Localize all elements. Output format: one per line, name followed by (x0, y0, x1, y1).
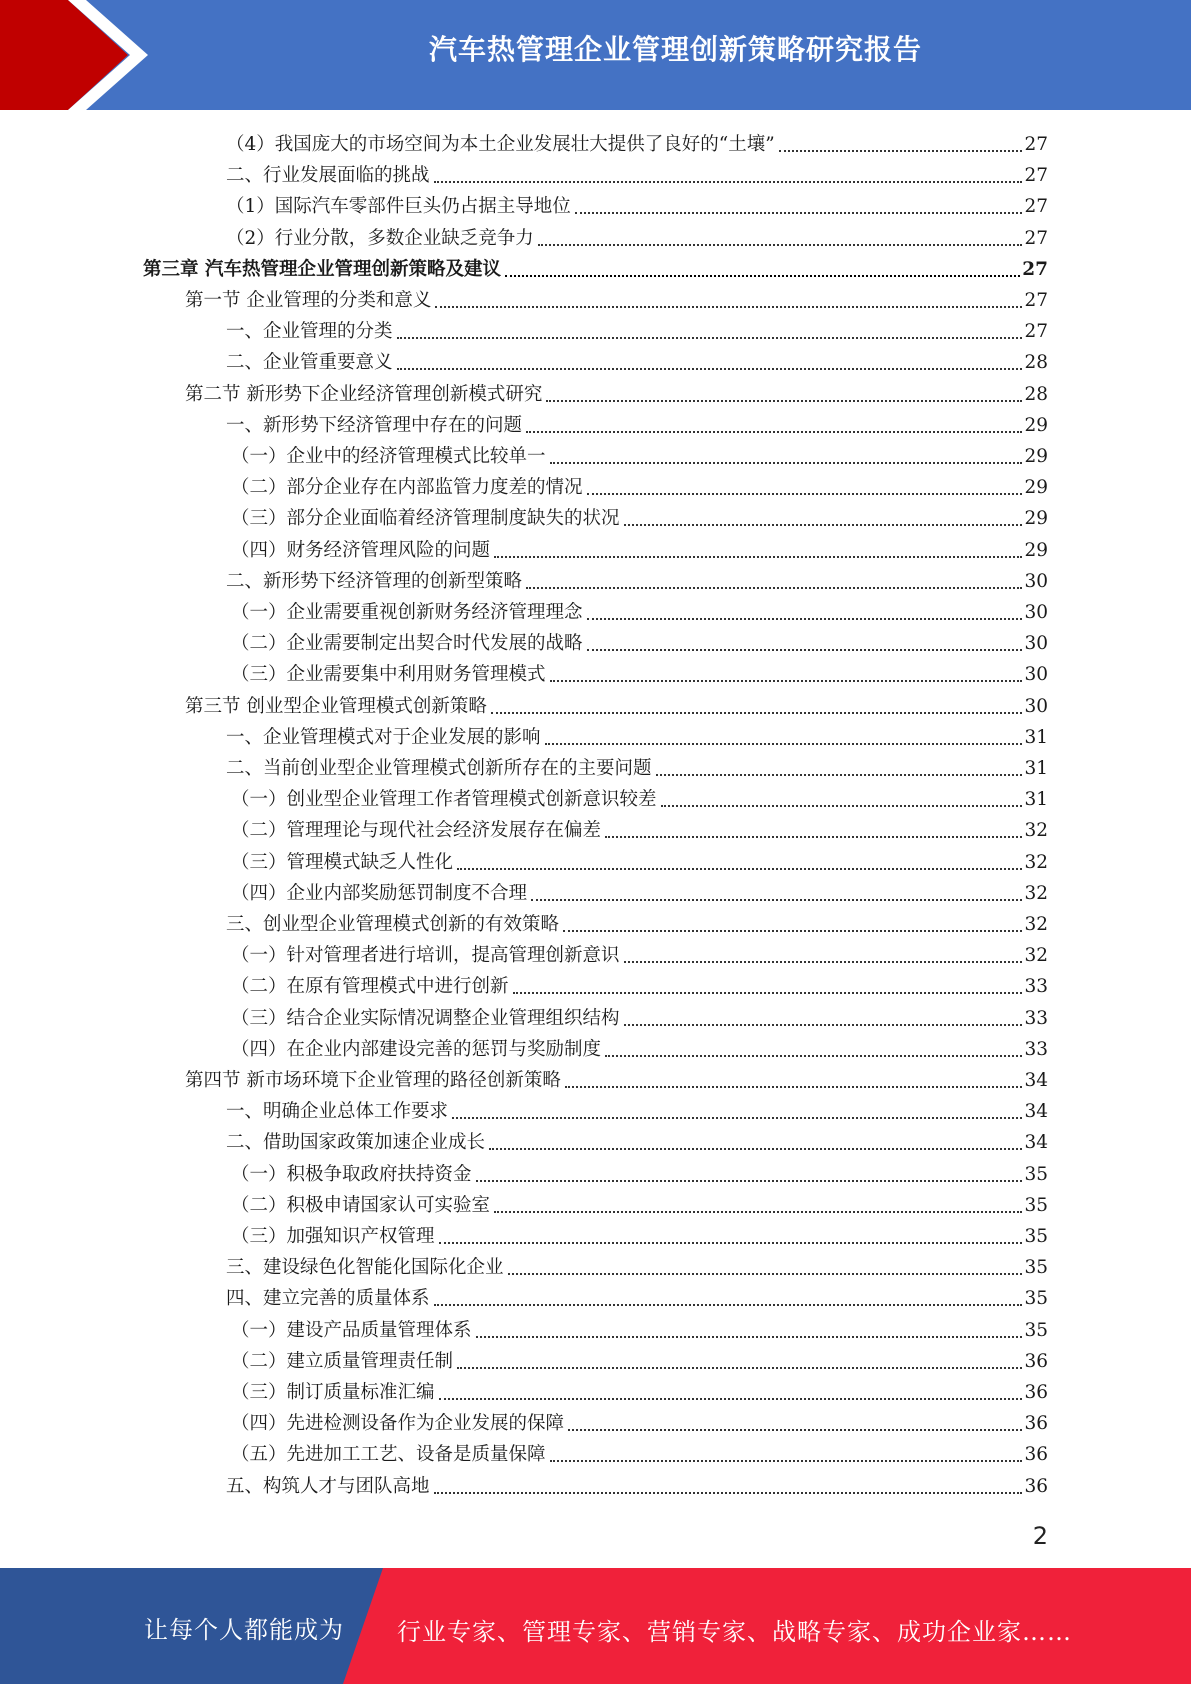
toc-entry-page: 36 (1024, 1382, 1048, 1403)
toc-entry-title: （四）企业内部奖励惩罚制度不合理 (231, 882, 528, 904)
toc-entry-page: 33 (1024, 1007, 1048, 1029)
toc-dot-leader (505, 275, 1020, 277)
toc-entry-title: （4）我国庞大的市场空间为本土企业发展壮大提供了良好的“土壤” (226, 134, 775, 155)
toc-entry-page: 28 (1024, 383, 1048, 405)
toc-entry[interactable] (226, 1093, 1048, 1124)
toc-entry[interactable] (231, 500, 1048, 531)
toc-entry[interactable] (226, 1249, 1048, 1280)
toc-entry[interactable] (226, 126, 1048, 157)
toc-dot-leader (656, 774, 1023, 776)
toc-dot-leader (397, 337, 1023, 339)
toc-entry[interactable] (231, 532, 1048, 563)
toc-entry[interactable] (226, 563, 1048, 594)
toc-entry-page: 30 (1024, 633, 1048, 655)
toc-dot-leader (494, 556, 1022, 558)
toc-entry[interactable] (185, 282, 1048, 313)
toc-entry-title: 第三章 汽车热管理企业管理创新策略及建议 (143, 258, 501, 280)
toc-entry-page: 29 (1024, 414, 1048, 436)
toc-entry-page: 34 (1024, 1101, 1048, 1123)
toc-entry-title: （二）积极申请国家认可实验室 (231, 1194, 491, 1216)
toc-dot-leader (397, 368, 1023, 370)
toc-dot-leader (624, 1024, 1023, 1026)
toc-dot-leader (538, 244, 1023, 246)
toc-dot-leader (531, 899, 1022, 901)
toc-dot-leader (439, 1242, 1023, 1244)
toc-entry[interactable] (226, 407, 1048, 438)
toc-entry[interactable] (231, 438, 1048, 469)
toc-entry-page: 29 (1024, 508, 1048, 530)
toc-entry[interactable] (231, 469, 1048, 500)
toc-entry[interactable] (226, 344, 1048, 375)
toc-entry-page: 31 (1024, 726, 1048, 748)
toc-entry-title: （二）企业需要制定出契合时代发展的战略 (231, 633, 583, 655)
toc-entry[interactable] (226, 719, 1048, 750)
toc-entry-page: 33 (1024, 976, 1048, 998)
toc-entry-page: 34 (1024, 1070, 1048, 1091)
toc-dot-leader (563, 930, 1022, 932)
toc-entry[interactable] (231, 1436, 1048, 1467)
toc-entry-page: 35 (1024, 1257, 1048, 1279)
toc-dot-leader (661, 805, 1023, 807)
toc-entry[interactable] (231, 1031, 1048, 1062)
toc-entry-page: 35 (1024, 1163, 1048, 1185)
toc-dot-leader (435, 306, 1022, 308)
toc-dot-leader (546, 400, 1022, 402)
toc-entry-page: 32 (1024, 882, 1048, 904)
toc-entry-page: 32 (1024, 820, 1048, 842)
toc-entry-title: （二）部分企业存在内部监管力度差的情况 (231, 477, 583, 499)
report-title: 汽车热管理企业管理创新策略研究报告 (428, 33, 922, 66)
toc-entry-title: （一）创业型企业管理工作者管理模式创新意识较差 (231, 789, 657, 811)
page-footer (0, 1568, 1191, 1684)
toc-entry-page: 27 (1024, 196, 1048, 218)
toc-entry[interactable] (226, 1280, 1048, 1311)
toc-entry-title: 二、企业管重要意义 (226, 352, 393, 374)
toc-entry-page: 29 (1024, 446, 1048, 467)
header-red-arrow (0, 0, 150, 110)
toc-dot-leader (550, 462, 1023, 464)
toc-entry-page: 35 (1024, 1319, 1048, 1341)
page-header (0, 0, 1191, 110)
toc-entry-page: 36 (1024, 1413, 1048, 1435)
toc-entry-title: 一、企业管理的分类 (226, 321, 393, 343)
toc-entry[interactable] (231, 937, 1048, 968)
toc-entry-title: 一、企业管理模式对于企业发展的影响 (226, 726, 541, 748)
toc-entry-page: 30 (1024, 602, 1048, 623)
toc-entry-title: （1）国际汽车零部件巨头仍占据主导地位 (226, 196, 571, 218)
toc-entry-title: 四、建立完善的质量体系 (226, 1288, 430, 1310)
toc-entry[interactable] (185, 376, 1048, 407)
toc-entry-title: （二）在原有管理模式中进行创新 (231, 976, 509, 998)
toc-entry-title: （三）结合企业实际情况调整企业管理组织结构 (231, 1007, 620, 1029)
toc-entry[interactable] (231, 1343, 1048, 1374)
toc-dot-leader (545, 743, 1023, 745)
toc-entry[interactable] (231, 781, 1048, 812)
toc-dot-leader (476, 1180, 1023, 1182)
toc-entry[interactable] (231, 625, 1048, 656)
toc-dot-leader (489, 1148, 1022, 1150)
toc-entry-title: 一、明确企业总体工作要求 (226, 1101, 449, 1123)
toc-entry-title: 二、行业发展面临的挑战 (226, 165, 430, 187)
toc-entry[interactable] (231, 594, 1048, 625)
toc-dot-leader (624, 524, 1023, 526)
toc-entry-title: 三、建设绿色化智能化国际化企业 (226, 1257, 504, 1279)
toc-entry[interactable] (226, 157, 1048, 188)
toc-dot-leader (568, 1429, 1022, 1431)
toc-entry-title: 第一节 企业管理的分类和意义 (185, 290, 432, 311)
toc-entry-title: 第二节 新形势下企业经济管理创新模式研究 (185, 383, 543, 405)
toc-entry[interactable] (231, 656, 1048, 687)
toc-dot-leader (513, 992, 1023, 994)
toc-entry-title: （四）先进检测设备作为企业发展的保障 (231, 1413, 565, 1435)
toc-dot-leader (508, 1273, 1023, 1275)
toc-entry-title: 五、构筑人才与团队高地 (226, 1475, 430, 1497)
toc-entry-title: （二）建立质量管理责任制 (231, 1350, 454, 1372)
toc-entry-page: 34 (1024, 1132, 1048, 1154)
toc-entry[interactable] (226, 906, 1048, 937)
toc-entry[interactable] (231, 1218, 1048, 1249)
toc-entry-page: 36 (1024, 1475, 1048, 1497)
toc-dot-leader (565, 1086, 1023, 1088)
toc-entry-title: （三）加强知识产权管理 (231, 1226, 435, 1247)
toc-entry-page: 32 (1024, 945, 1048, 967)
toc-entry-title: （三）管理模式缺乏人性化 (231, 851, 454, 873)
toc-entry-page: 32 (1024, 851, 1048, 873)
toc-entry[interactable] (226, 188, 1048, 219)
page-number: 2 (1032, 1522, 1048, 1550)
toc-entry-title: （四）在企业内部建设完善的惩罚与奖励制度 (231, 1038, 602, 1060)
toc-entry[interactable] (231, 875, 1048, 906)
toc-dot-leader (550, 680, 1023, 682)
toc-entry-title: （2）行业分散，多数企业缺乏竞争力 (226, 227, 534, 249)
toc-dot-leader (605, 1055, 1022, 1057)
toc-entry-title: （三）制订质量标准汇编 (231, 1382, 435, 1403)
toc-entry[interactable] (226, 1468, 1048, 1499)
toc-entry-title: （二）管理理论与现代社会经济发展存在偏差 (231, 820, 602, 842)
footer-slogan-left: 让每个人都能成为 (144, 1616, 344, 1644)
toc-dot-leader (434, 1304, 1023, 1306)
toc-dot-leader (434, 181, 1023, 183)
toc-entry-page: 35 (1024, 1226, 1048, 1247)
toc-entry-page: 35 (1024, 1194, 1048, 1216)
toc-entry[interactable] (231, 968, 1048, 999)
toc-dot-leader (494, 1211, 1022, 1213)
toc-entry-page: 29 (1024, 539, 1048, 561)
toc-entry-title: （一）针对管理者进行培训，提高管理创新意识 (231, 945, 620, 967)
toc-dot-leader (434, 1492, 1023, 1494)
toc-entry-page: 31 (1024, 789, 1048, 811)
toc-entry-page: 36 (1024, 1350, 1048, 1372)
toc-entry-title: 第三节 创业型企业管理模式创新策略 (185, 695, 487, 717)
toc-dot-leader (605, 836, 1022, 838)
toc-entry-page: 27 (1024, 321, 1048, 343)
toc-entry[interactable] (185, 688, 1048, 719)
toc-entry-title: （一）建设产品质量管理体系 (231, 1319, 472, 1341)
toc-entry[interactable] (231, 1000, 1048, 1031)
toc-entry-title: （三）部分企业面临着经济管理制度缺失的状况 (231, 508, 620, 530)
toc-entry[interactable] (226, 220, 1048, 251)
toc-entry-page: 27 (1024, 134, 1048, 155)
toc-entry-title: （一）积极争取政府扶持资金 (231, 1163, 472, 1185)
toc-dot-leader (624, 961, 1023, 963)
toc-dot-leader (587, 618, 1023, 620)
toc-entry-page: 31 (1024, 758, 1048, 779)
toc-dot-leader (526, 431, 1022, 433)
toc-dot-leader (587, 649, 1023, 651)
toc-entry[interactable] (231, 1374, 1048, 1405)
toc-entry[interactable] (231, 1187, 1048, 1218)
toc-entry-title: 三、创业型企业管理模式创新的有效策略 (226, 914, 560, 935)
toc-entry-page: 28 (1024, 352, 1048, 374)
toc-entry-title: （一）企业需要重视创新财务经济管理理念 (231, 602, 583, 623)
toc-entry[interactable] (231, 1156, 1048, 1187)
toc-dot-leader (779, 150, 1023, 152)
toc-entry-title: 二、新形势下经济管理的创新型策略 (226, 570, 523, 592)
toc-entry-page: 27 (1024, 165, 1048, 187)
toc-entry-page: 36 (1024, 1444, 1048, 1466)
toc-entry[interactable] (226, 313, 1048, 344)
toc-entry-title: （四）财务经济管理风险的问题 (231, 539, 491, 561)
toc-entry[interactable] (231, 1312, 1048, 1343)
toc-dot-leader (457, 1367, 1022, 1369)
toc-entry-title: （五）先进加工工艺、设备是质量保障 (231, 1444, 546, 1466)
toc-dot-leader (476, 1336, 1023, 1338)
toc-entry-page: 30 (1024, 695, 1048, 717)
toc-entry-page: 27 (1024, 227, 1048, 249)
toc-entry-title: （一）企业中的经济管理模式比较单一 (231, 446, 546, 467)
toc-entry-title: 一、新形势下经济管理中存在的问题 (226, 414, 523, 436)
footer-slogan-right: 行业专家、管理专家、营销专家、战略专家、成功企业家…… (397, 1618, 1072, 1646)
toc-entry-page: 30 (1024, 570, 1048, 592)
toc-dot-leader (587, 493, 1023, 495)
toc-entry-title: 二、借助国家政策加速企业成长 (226, 1132, 486, 1154)
toc-entry-page: 30 (1024, 664, 1048, 686)
toc-entry[interactable] (226, 1124, 1048, 1155)
toc-dot-leader (526, 587, 1022, 589)
toc-entry[interactable] (143, 251, 1048, 282)
toc-dot-leader (491, 712, 1023, 714)
toc-entry[interactable] (231, 1405, 1048, 1436)
toc-dot-leader (575, 212, 1023, 214)
toc-entry-page: 35 (1024, 1288, 1048, 1310)
toc-dot-leader (452, 1117, 1022, 1119)
toc-entry-title: 第四节 新市场环境下企业管理的路径创新策略 (185, 1070, 561, 1091)
toc-entry[interactable] (226, 750, 1048, 781)
toc-dot-leader (457, 868, 1022, 870)
toc-entry[interactable] (231, 844, 1048, 875)
toc-entry-title: 二、当前创业型企业管理模式创新所存在的主要问题 (226, 758, 652, 779)
toc-entry-page: 33 (1024, 1038, 1048, 1060)
toc-entry[interactable] (185, 1062, 1048, 1093)
toc-entry-page: 32 (1024, 914, 1048, 935)
toc-entry-title: （三）企业需要集中利用财务管理模式 (231, 664, 546, 686)
toc-dot-leader (439, 1398, 1023, 1400)
toc-entry-page: 27 (1024, 290, 1048, 311)
toc-entry-page: 27 (1022, 258, 1048, 280)
toc-entry-page: 29 (1024, 477, 1048, 499)
toc-dot-leader (550, 1460, 1023, 1462)
toc-entry[interactable] (231, 812, 1048, 843)
